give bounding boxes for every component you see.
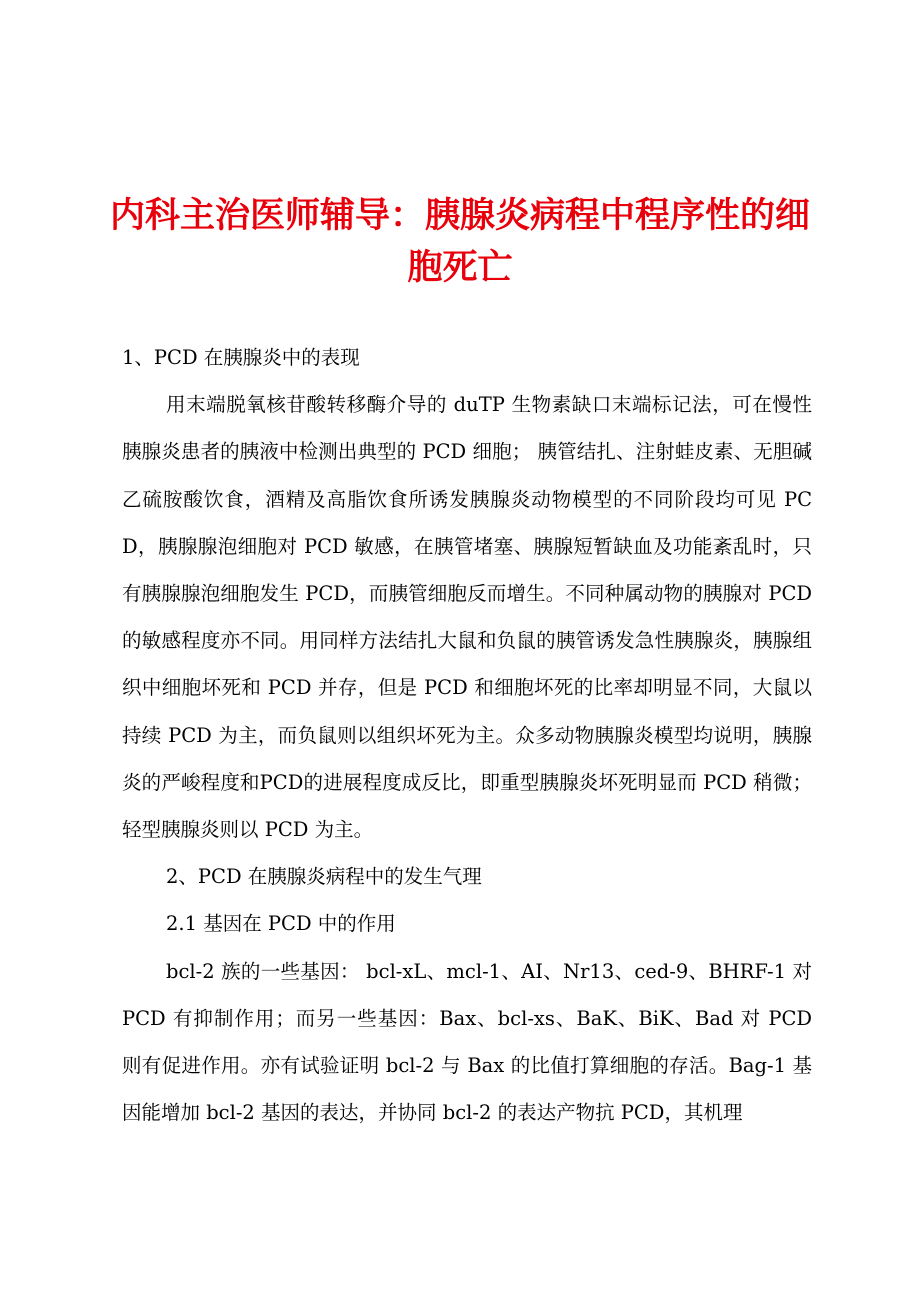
document-body bbox=[122, 334, 812, 1136]
section-1-paragraph: 用末端脱氧核苷酸转移酶介导的 duTP 生物素缺口末端标记法，可在慢性胰腺炎患者的胰液中检测出典型的 PCD 细胞； 胰管结扎、注射蛙皮素、无胆碱乙硫胺酸饮食，酒精及高脂饮食所诱发胰腺炎动物模型的不同阶段均可见 PCD，胰腺腺泡细胞对 PCD 敏感，在胰管堵塞、胰腺短暂缺血及功能紊乱时，只有胰腺腺泡细胞发生 PCD，而胰管细胞反而增生。不同种属动物的胰腺对 PCD 的敏感程度亦不同。用同样方法结扎大鼠和负鼠的胰管诱发急性胰腺炎，胰腺组织中细胞坏死和 PCD 并存，但是 PCD 和细胞坏死的比率却明显不同，大鼠以持续 PCD 为主，而负鼠则以组织坏死为主。众多动物胰腺炎模型均说明，胰腺炎的严峻程度和PCD的进展程度成反比，即重型胰腺炎坏死明显而 PCD 稍微； 轻型胰腺炎则以 PCD 为主。 bbox=[122, 393, 812, 842]
page-title: 内科主治医师辅导：胰腺炎病程中程序性的细胞死亡 bbox=[110, 196, 811, 288]
section-2-paragraph: bcl-2 族的一些基因： bcl-xL、mcl-1、AI、Nr13、ced-9、BHRF-1 对 PCD 有抑制作用；而另一些基因：Bax、bcl-xs、BaK、BiK、Bad 对 PCD 则有促进作用。亦有试验证明 bcl-2 与 Bax 的比值打算细胞的存活。Bag-1 基因能增加 bcl-2 基因的表达，并协同 bcl-2 的表达产物抗 PCD，其机理 bbox=[122, 959, 812, 1125]
section-heading-2: 2、PCD 在胰腺炎病程中的发生气理 bbox=[166, 865, 482, 889]
subsection-heading-2-1: 2.1 基因在 PCD 中的作用 bbox=[166, 912, 396, 936]
section-heading-1: 1、PCD 在胰腺炎中的表现 bbox=[122, 346, 360, 369]
